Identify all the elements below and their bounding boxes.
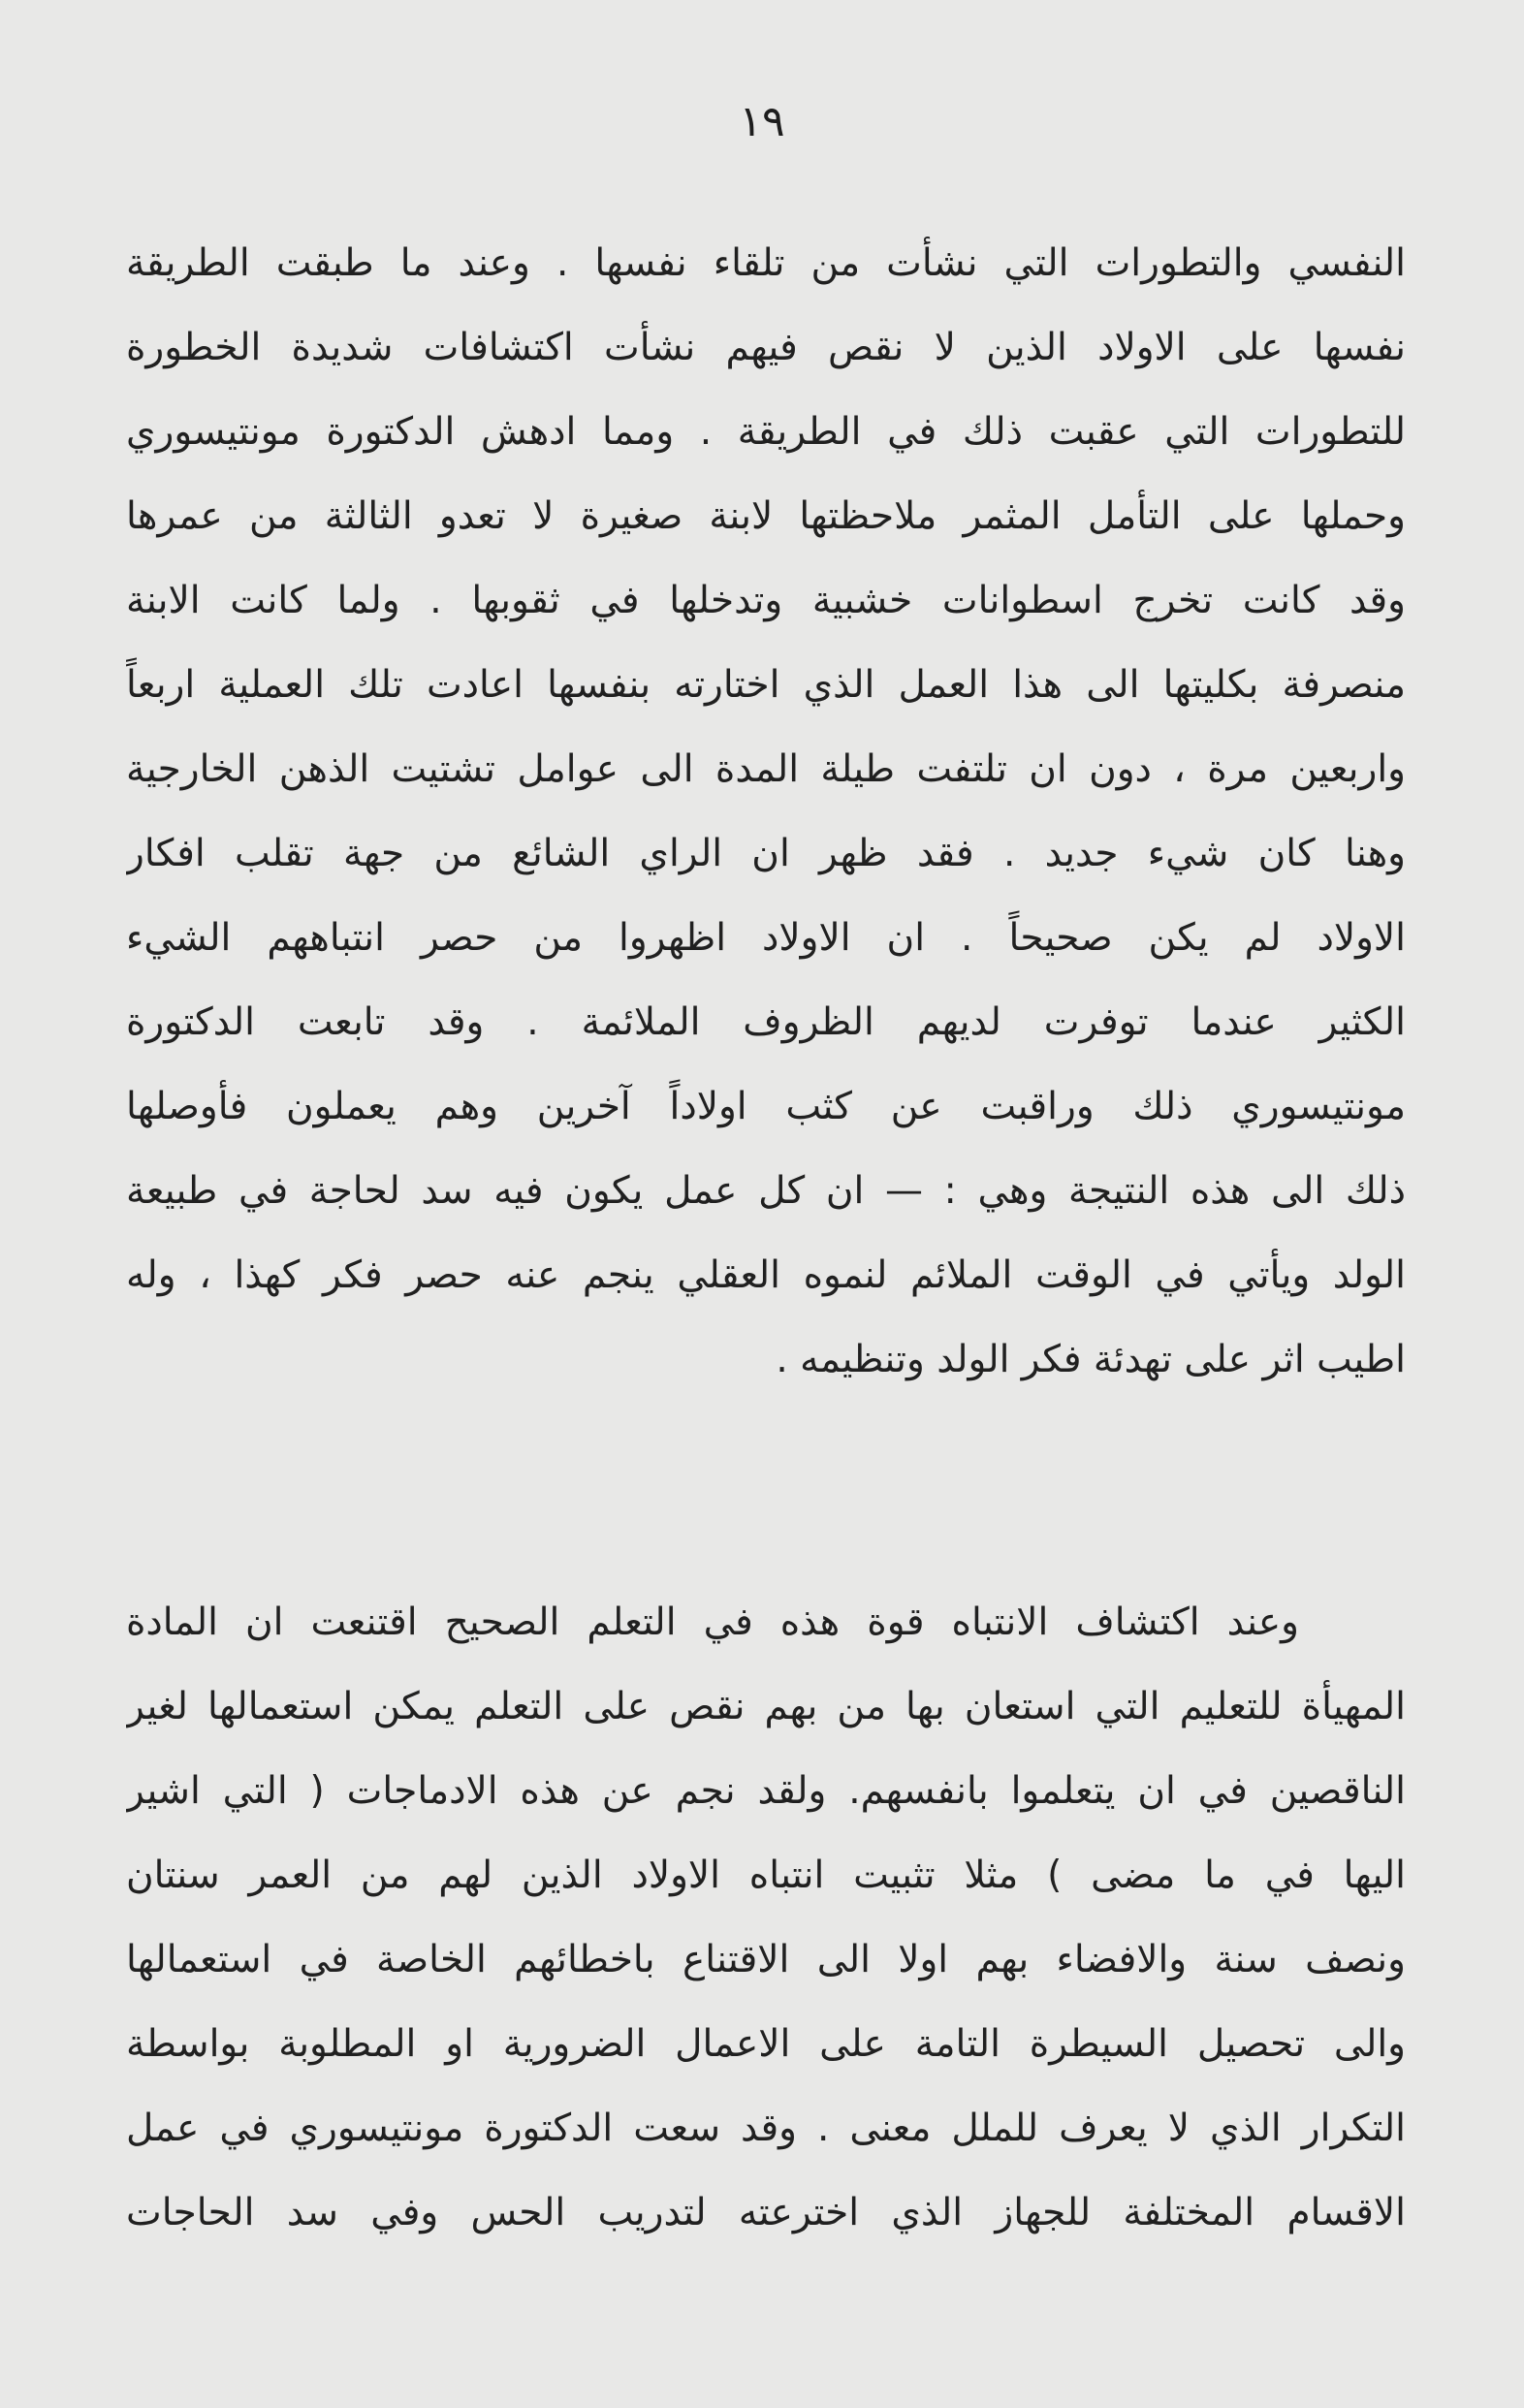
text-line: ذلك الى هذه النتيجة وهي : — ان كل عمل يكون فيه سد لحاجة في طبيعة: [126, 1169, 1406, 1213]
paragraph-2: [126, 1580, 1406, 2255]
page-number: ١٩: [739, 97, 785, 146]
text-line: والى تحصيل السيطرة التامة على الاعمال الضرورية او المطلوبة بواسطة: [126, 2022, 1406, 2066]
text-line: الولد ويأتي في الوقت الملائم لنموه العقلي ينجم عنه حصر فكر كهذا ، وله: [126, 1253, 1406, 1297]
text-line: للتطورات التي عقبت ذلك في الطريقة . ومما ادهش الدكتورة مونتيسوري: [126, 410, 1406, 454]
text-line: وقد كانت تخرج اسطوانات خشبية وتدخلها في ثقوبها . ولما كانت الابنة: [126, 579, 1406, 622]
text-line: الناقصين في ان يتعلموا بانفسهم. ولقد نجم عن هذه الادماجات ( التي اشير: [126, 1769, 1406, 1813]
text-line: الاقسام المختلفة للجهاز الذي اخترعته لتدريب الحس وفي سد الحاجات: [126, 2191, 1406, 2234]
paragraph-1: [126, 221, 1406, 1402]
text-line: الكثير عندما توفرت لديهم الظروف الملائمة . وقد تابعت الدكتورة: [126, 1000, 1406, 1044]
text-line: الاولاد لم يكن صحيحاً . ان الاولاد اظهروا من حصر انتباههم الشيء: [126, 916, 1406, 960]
text-line: ونصف سنة والافضاء بهم اولا الى الاقتناع باخطائهم الخاصة في استعمالها: [126, 1938, 1406, 1981]
text-line: وهنا كان شيء جديد . فقد ظهر ان الراي الشائع من جهة تقلب افكار: [126, 832, 1406, 875]
text-line: المهيأة للتعليم التي استعان بها من بهم نقص على التعلم يمكن استعمالها لغير: [126, 1685, 1406, 1728]
text-line: التكرار الذي لا يعرف للملل معنى . وقد سعت الدكتورة مونتيسوري في عمل: [126, 2107, 1406, 2150]
text-line: مونتيسوري ذلك وراقبت عن كثب اولاداً آخرين وهم يعملون فأوصلها: [126, 1085, 1406, 1128]
text-line: منصرفة بكليتها الى هذا العمل الذي اختارته بنفسها اعادت تلك العملية اربعاً: [126, 663, 1406, 707]
text-line: وحملها على التأمل المثمر ملاحظتها لابنة صغيرة لا تعدو الثالثة من عمرها: [126, 494, 1406, 538]
text-line: النفسي والتطورات التي نشأت من تلقاء نفسها . وعند ما طبقت الطريقة: [126, 241, 1406, 285]
text-line: واربعين مرة ، دون ان تلتفت طيلة المدة الى عوامل تشتيت الذهن الخارجية: [126, 747, 1406, 791]
text-line: اليها في ما مضى ) مثلا تثبيت انتباه الاولاد الذين لهم من العمر سنتان: [126, 1854, 1406, 1897]
text-line: نفسها على الاولاد الذين لا نقص فيهم نشأت اكتشافات شديدة الخطورة: [126, 326, 1406, 369]
text-line: اطيب اثر على تهدئة فكر الولد وتنظيمه .: [776, 1338, 1406, 1381]
text-line: وعند اكتشاف الانتباه قوة هذه في التعلم الصحيح اقتنعت ان المادة: [126, 1600, 1299, 1644]
